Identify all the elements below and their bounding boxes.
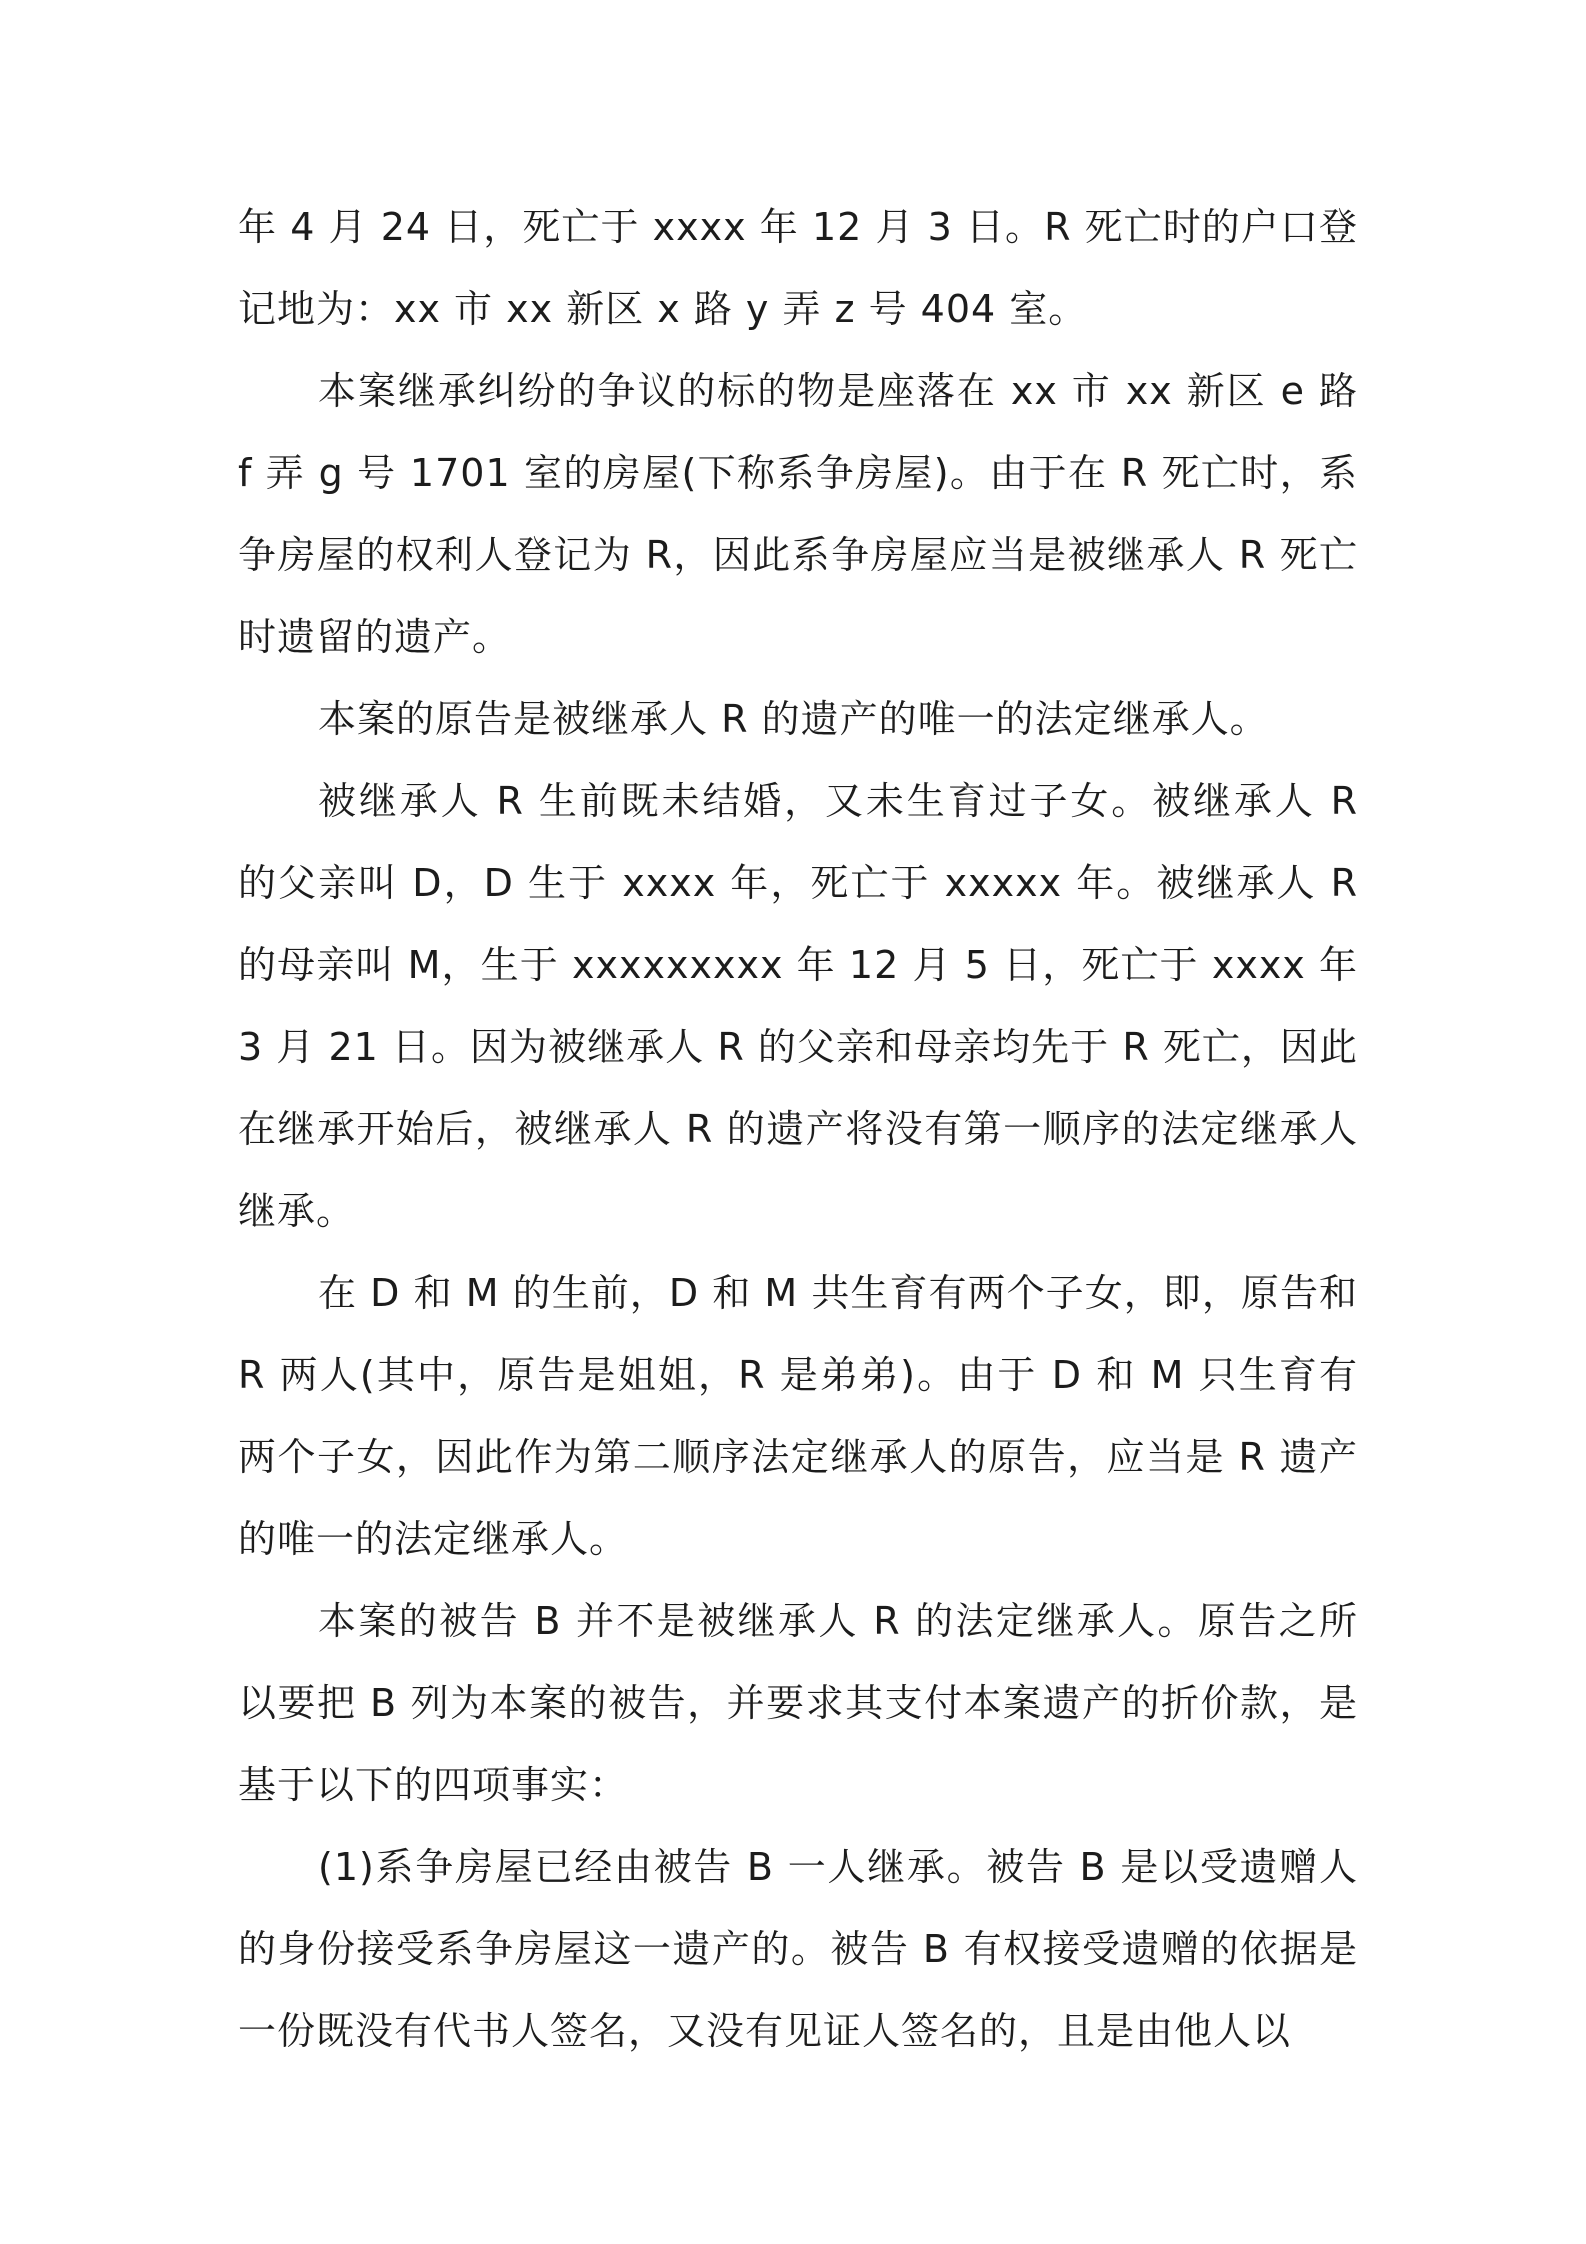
paragraph-6: 本案的被告 B 并不是被继承人 R 的法定继承人。原告之所以要把 B 列为本案的被告，并要求其支付本案遗产的折价款，是基于以下的四项事实： — [238, 1599, 1358, 1807]
paragraph-3: 本案的原告是被继承人 R 的遗产的唯一的法定继承人。 — [318, 697, 1269, 741]
paragraph-2: 本案继承纠纷的争议的标的物是座落在 xx 市 xx 新区 e 路 f 弄 g 号 1701 室的房屋(下称系争房屋)。由于在 R 死亡时，系争房屋的权利人登记为 R，因此系争房屋应当是被继承人 R 死亡时遗留的遗产。 — [238, 369, 1358, 659]
paragraph-4: 被继承人 R 生前既未结婚，又未生育过子女。被继承人 R 的父亲叫 D，D 生于 xxxx 年，死亡于 xxxxx 年。被继承人 R 的母亲叫 M，生于 xxxxxxxxx 年 12 月 5 日，死亡于 xxxx 年 3 月 21 日。因为被继承人 R 的父亲和母亲均先于 R 死亡，因此在继承开始后，被继承人 R 的遗产将没有第一顺序的法定继承人继承。 — [238, 779, 1359, 1233]
paragraph-1: 年 4 月 24 日，死亡于 xxxx 年 12 月 3 日。R 死亡时的户口登记地为：xx 市 xx 新区 x 路 y 弄 z 号 404 室。 — [238, 205, 1358, 331]
paragraph-5: 在 D 和 M 的生前，D 和 M 共生育有两个子女，即，原告和 R 两人(其中，原告是姐姐，R 是弟弟)。由于 D 和 M 只生育有两个子女，因此作为第二顺序法定继承人的原告，应当是 R 遗产的唯一的法定继承人。 — [238, 1271, 1358, 1561]
document-body — [238, 186, 1358, 2072]
paragraph-7: (1)系争房屋已经由被告 B 一人继承。被告 B 是以受遗赠人的身份接受系争房屋这一遗产的。被告 B 有权接受遗赠的依据是一份既没有代书人签名，又没有见证人签名的，且是由他人以 — [238, 1845, 1358, 2053]
